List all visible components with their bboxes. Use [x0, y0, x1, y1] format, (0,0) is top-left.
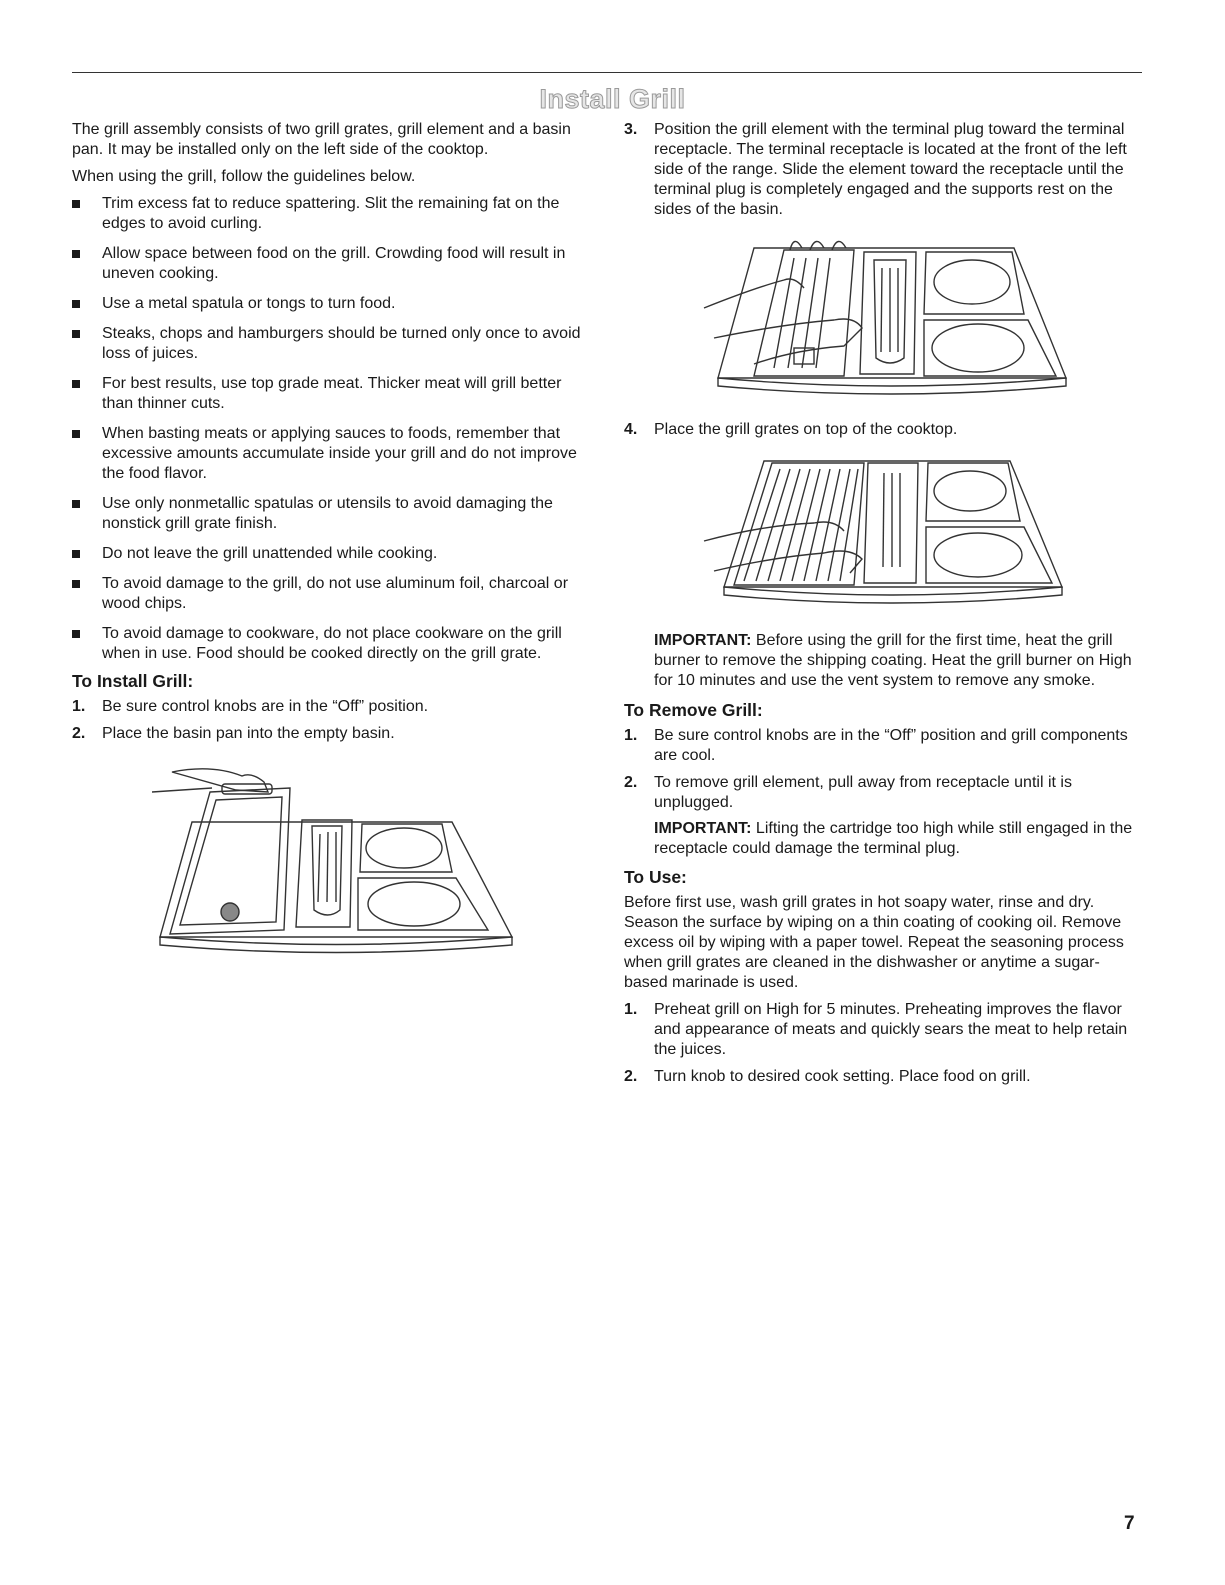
bullet-icon — [72, 500, 80, 508]
install-steps — [72, 697, 592, 744]
grill-element-illustration — [694, 228, 1074, 408]
remove-steps — [624, 726, 1142, 859]
step-item: 1. Preheat grill on High for 5 minutes. Preheating improves the flavor and appearance of meats and quickly sears the meat to help retain the juices. — [624, 1001, 1128, 1058]
bullet-icon — [72, 380, 80, 388]
step-item: 2. To remove grill element, pull away from receptacle until it is unplugged. IMPORTANT: Lifting the cartridge too high while still engaged in the receptacle could damage the terminal plug. — [624, 773, 1142, 859]
important-label: IMPORTANT: — [654, 632, 752, 649]
list-item: Trim excess fat to reduce spattering. Slit the remaining fat on the edges to avoid curling. — [72, 194, 592, 234]
bullet-icon — [72, 580, 80, 588]
step-item: 2. Turn knob to desired cook setting. Place food on grill. — [624, 1068, 1031, 1085]
remove-grill-heading: To Remove Grill: — [624, 700, 763, 720]
step-item: 2. Place the basin pan into the empty basin. — [72, 725, 395, 742]
page-title: Install Grill — [539, 84, 686, 114]
step-item: 1. Be sure control knobs are in the “Off” position and grill components are cool. — [624, 727, 1128, 764]
list-item: Use a metal spatula or tongs to turn food. — [72, 294, 592, 314]
list-item: To avoid damage to cookware, do not place cookware on the grill when in use. Food should be cooked directly on the grill grate. — [72, 624, 592, 664]
list-item: For best results, use top grade meat. Thicker meat will grill better than thinner cuts. — [72, 374, 592, 414]
bullet-icon — [72, 200, 80, 208]
use-steps — [624, 1000, 1142, 1087]
right-column — [624, 120, 1142, 1094]
important-note: IMPORTANT: Before using the grill for the first time, heat the grill burner to remove the shipping coating. Heat the grill burner on High for 10 minutes and use the vent system to remove any smoke. — [654, 632, 1132, 689]
list-item: To avoid damage to the grill, do not use aluminum foil, charcoal or wood chips. — [72, 574, 592, 614]
list-item: When basting meats or applying sauces to foods, remember that excessive amounts accumulate inside your grill and do not improve the food flavor. — [72, 424, 592, 484]
bullet-icon — [72, 250, 80, 258]
step-item: 1. Be sure control knobs are in the “Off” position. — [72, 698, 429, 715]
bullet-icon — [72, 630, 80, 638]
list-item: Allow space between food on the grill. Crowding food will result in uneven cooking. — [72, 244, 592, 284]
list-item: Do not leave the grill unattended while cooking. — [72, 544, 592, 564]
step-item: 4. Place the grill grates on top of the cooktop. — [624, 421, 958, 438]
left-column — [72, 120, 592, 962]
grill-grates-illustration — [694, 447, 1074, 617]
bullet-icon — [72, 550, 80, 558]
install-grill-heading: To Install Grill: — [72, 671, 194, 691]
intro-paragraph: The grill assembly consists of two grill grates, grill element and a basin pan. It may be installed only on the left side of the cooktop. — [72, 121, 571, 158]
bullet-icon — [72, 330, 80, 338]
step-item: 3. Position the grill element with the terminal plug toward the terminal receptacle. The terminal receptacle is located at the front of the left side of the range. Slide the element toward the receptacle until the terminal plug is completely engaged and the supports rest on the sides of the basin. — [624, 121, 1127, 218]
install-steps-continued — [624, 420, 1142, 440]
use-paragraph: Before first use, wash grill grates in hot soapy water, rinse and dry. Season the surface by wiping on a thin coating of cooking oil. Remove excess oil by wiping with a paper towel. Repeat the seasoning process when grill grates are cleaned in the dishwasher or anytime a sugar-based marinade is used. — [624, 894, 1124, 991]
important-label: IMPORTANT: — [654, 820, 752, 837]
important-note: IMPORTANT: Lifting the cartridge too high while still engaged in the receptacle could damage the terminal plug. — [654, 820, 1133, 857]
list-item: Steaks, chops and hamburgers should be turned only once to avoid loss of juices. — [72, 324, 592, 364]
page-number: 7 — [1124, 1513, 1135, 1534]
basin-pan-illustration — [152, 762, 532, 962]
to-use-heading: To Use: — [624, 867, 687, 887]
intro-paragraph: When using the grill, follow the guidelines below. — [72, 168, 416, 185]
bullet-icon — [72, 300, 80, 308]
guidelines-list — [72, 194, 592, 664]
bullet-icon — [72, 430, 80, 438]
header-rule — [72, 72, 1142, 73]
list-item: Use only nonmetallic spatulas or utensils to avoid damaging the nonstick grill grate finish. — [72, 494, 592, 534]
install-steps-continued — [624, 120, 1142, 220]
